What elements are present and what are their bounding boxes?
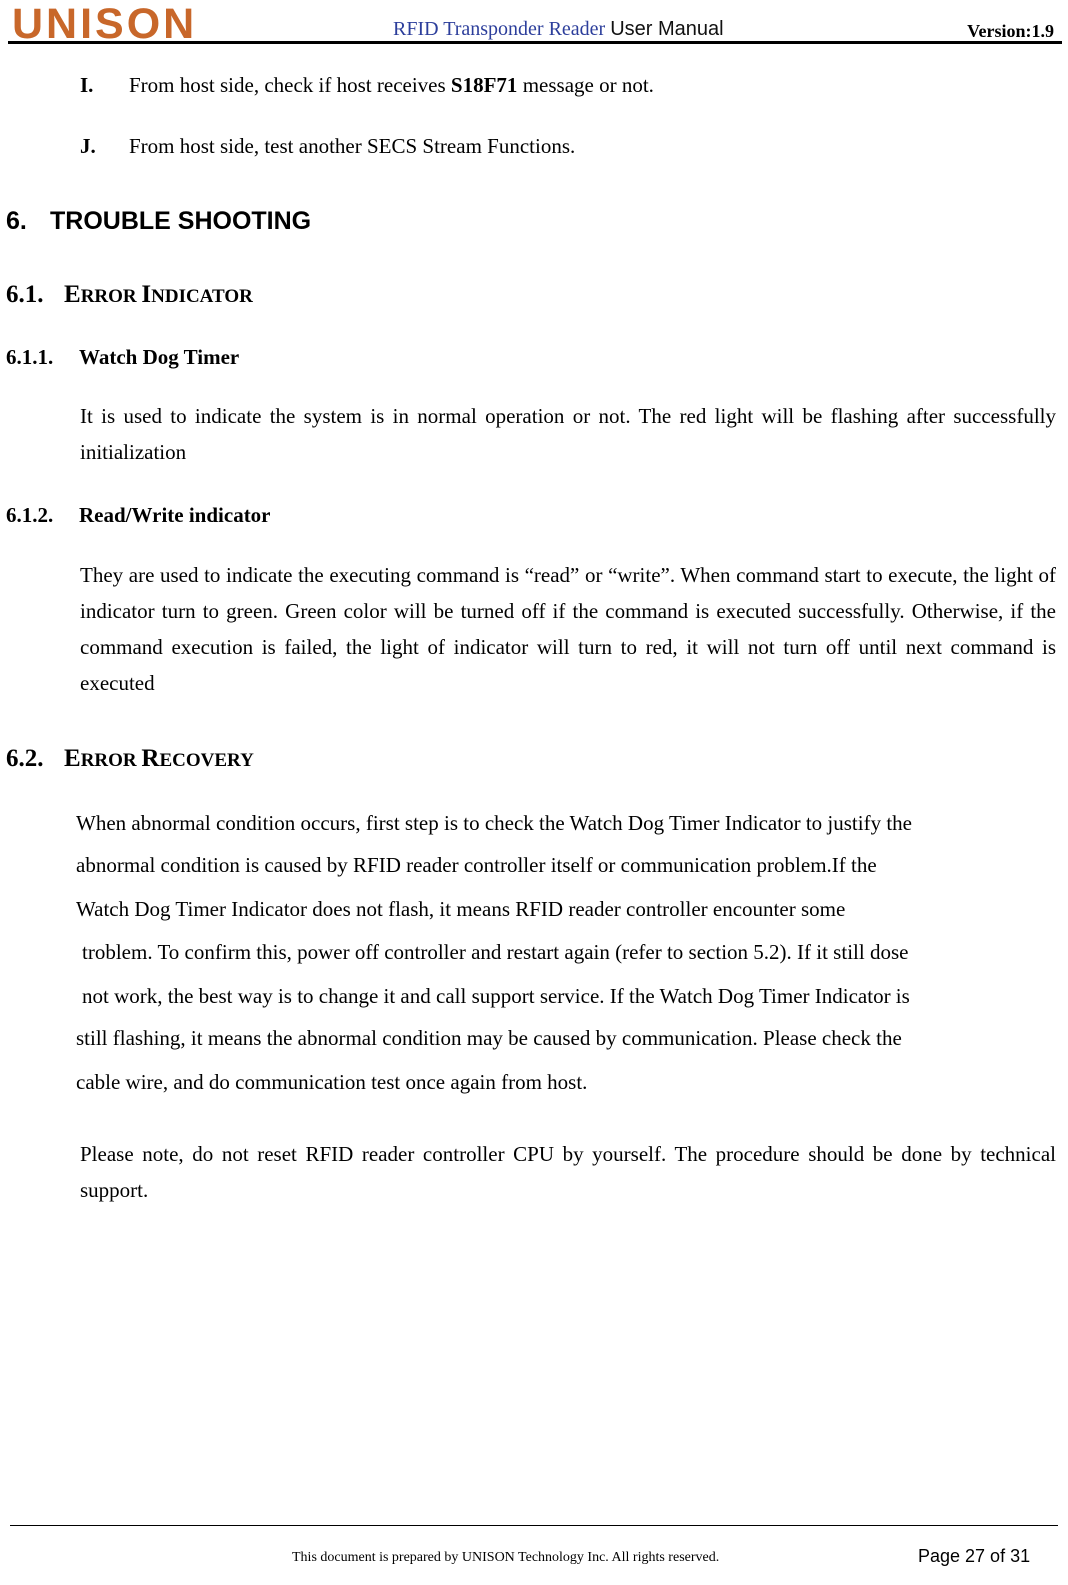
watch-dog-paragraph: It is used to indicate the system is in normal operation or not. The red light will be flashing after successfully initialization (80, 404, 1056, 464)
section-number: 6.1. (6, 281, 44, 308)
page-number: Page 27 of 31 (918, 1546, 1031, 1566)
section-number: 6. (6, 207, 27, 235)
recovery-line: still flashing, it means the abnormal condition may be caused by communication. Please check the (76, 1026, 902, 1050)
recovery-line: not work, the best way is to change it and call support service. If the Watch Dog Timer Indicator is (82, 984, 910, 1008)
unison-logo (12, 2, 197, 46)
title-product: RFID Transponder Reader (393, 18, 606, 40)
section-6-1-2-heading (6, 502, 271, 528)
step-text: From host side, test another SECS Stream Functions. (129, 134, 576, 158)
step-text: From host side, check if host receives S18F71 message or not. (129, 73, 654, 97)
section-6-1-1-heading (6, 344, 239, 370)
step-letter: J. (80, 134, 96, 158)
section-title: TROUBLE SHOOTING (50, 207, 312, 235)
recovery-line: troblem. To confirm this, power off controller and restart again (refer to section 5.2). If it still dose (82, 940, 909, 964)
version-label: Version:1.9 (967, 21, 1054, 41)
recovery-line: abnormal condition is caused by RFID reader controller itself or communication problem.If the (76, 853, 877, 877)
step-j (80, 133, 980, 159)
read-write-paragraph: They are used to indicate the executing command is “read” or “write”. When command start to execute, the light of indicator turn to green. Green color will be turned off if the command is executed successfully. Otherwise, if the command execution is failed, the light of indicator will turn to red, it will not turn off until next command is executed (80, 563, 1056, 695)
step-i (80, 72, 980, 98)
section-6-2-heading: 6.2. ERROR RECOVERY (6, 745, 254, 772)
header-divider (8, 41, 1062, 44)
copyright-note: This document is prepared by UNISON Technology Inc. All rights reserved. (292, 1550, 720, 1565)
footer-divider (10, 1525, 1058, 1526)
section-6-heading (6, 206, 311, 236)
document-title (393, 17, 724, 41)
section-title: Read/Write indicator (79, 503, 271, 527)
section-title: Watch Dog Timer (79, 345, 240, 369)
section-number: 6.2. (6, 745, 44, 772)
title-manual: User Manual (610, 18, 724, 40)
section-number: 6.1.2. (6, 503, 54, 527)
section-number: 6.1.1. (6, 345, 54, 369)
recovery-line: cable wire, and do communication test once again from host. (76, 1070, 588, 1094)
logo-text: UNISON (12, 0, 198, 48)
step-letter: I. (80, 73, 94, 97)
recovery-line: Watch Dog Timer Indicator does not flash, it means RFID reader controller encounter some (76, 897, 846, 921)
section-6-1-heading: 6.1. ERROR INDICATOR (6, 281, 253, 308)
recovery-line: When abnormal condition occurs, first step is to check the Watch Dog Timer Indicator to justify the (76, 811, 912, 835)
note-paragraph: Please note, do not reset RFID reader controller CPU by yourself. The procedure should be done by technical support. (80, 1142, 1056, 1202)
